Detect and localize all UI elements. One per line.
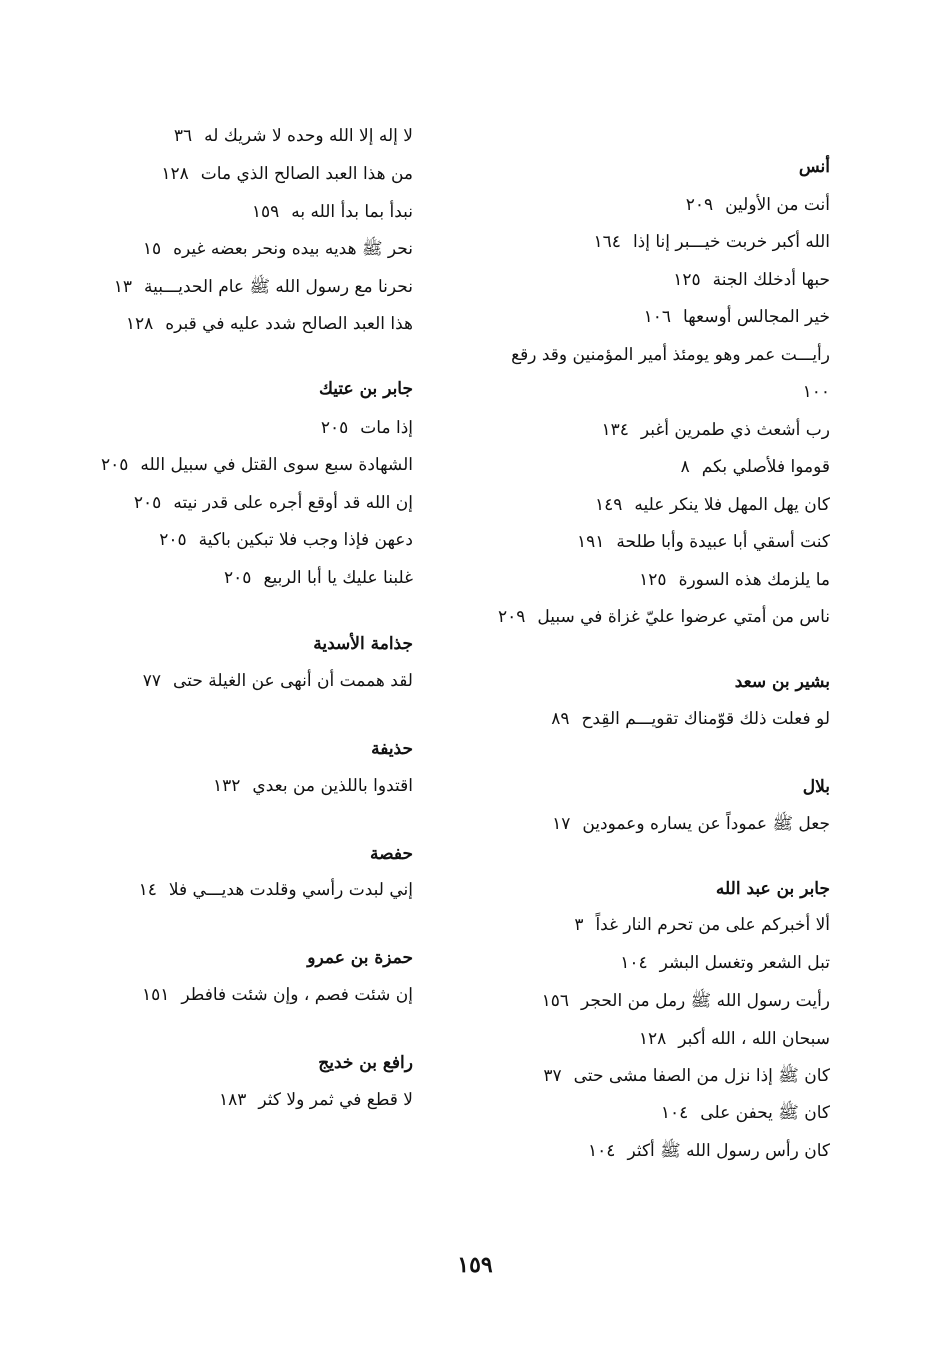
narrator-heading: جابر بن عتيك [318, 379, 413, 399]
hadith-text: إني لبدت رأسي وقلدت هديـــي فلا [168, 880, 413, 900]
hadith-text: إذا مات [360, 418, 413, 438]
narrator-heading: أنس [798, 157, 830, 177]
page-reference: ٨ [680, 457, 690, 477]
page-reference: ٣٧ [543, 1066, 562, 1086]
hadith-text: ألا أخبركم على من تحرم النار غداً [595, 915, 830, 935]
hadith-text: رأيـــت عمر وهو يومئذ أمير المؤمنين وقد رقع [511, 345, 830, 365]
page-reference: ١٢٥ [673, 270, 701, 290]
page-reference: ١٣٤ [601, 420, 629, 440]
hadith-text: كان رأس رسول الله ﷺ أكثر [627, 1141, 830, 1161]
hadith-entry [498, 605, 830, 629]
hadith-entry [577, 530, 830, 554]
hadith-text: إن شئت فصم ، وإن شئت فافطر [181, 985, 413, 1005]
hadith-entry [681, 455, 830, 479]
hadith-text: إن الله قد أوقع أجره على قدر نيته [173, 493, 413, 513]
page-reference: ١٥ [142, 239, 162, 259]
page-reference: ٢٠٥ [159, 530, 187, 550]
page-reference: ١٤٩ [595, 495, 623, 515]
hadith-text: دعهن فإذا وجب فلا تبكين باكية [198, 530, 413, 550]
hadith-entry [219, 1088, 413, 1112]
page-number: ١٥٩ [457, 1252, 493, 1278]
hadith-text: تبل الشعر وتغسل البشر [659, 953, 830, 973]
hadith-text: رب أشعث ذي طمرين أغبر [640, 420, 830, 440]
page-reference: ١٠٦ [643, 307, 672, 327]
hadith-text: أنت من الأولين [725, 195, 830, 215]
hadith-entry [620, 951, 830, 975]
hadith-entry [213, 774, 413, 798]
hadith-text: قوموا فلأصلي بكم [701, 457, 830, 477]
hadith-text: الشهادة سبع سوى القتل في سبيل الله [140, 455, 413, 475]
hadith-entry [142, 983, 413, 1007]
hadith-entry [224, 566, 413, 590]
hadith-entry [143, 669, 413, 693]
hadith-entry [686, 193, 830, 217]
page-reference: ١٠٤ [660, 1103, 689, 1123]
page-reference: ٧٧ [142, 671, 162, 691]
page-reference: ١٧ [552, 814, 571, 834]
hadith-entry [601, 418, 830, 442]
hadith-entry [114, 275, 413, 299]
hadith-text: ١٠٠ [802, 382, 830, 402]
hadith-text: كنت أسقي أبا عبيدة وأبا طلحة [616, 532, 830, 552]
hadith-text: لا قطع في ثمر ولا كثر [258, 1090, 413, 1110]
hadith-entry [159, 528, 413, 552]
page-reference: ٣ [574, 915, 584, 935]
hadith-entry [161, 162, 413, 186]
hadith-text: نحر ﷺ هديه بيده ونحر بعضه غيره [173, 239, 413, 259]
hadith-text: كان ﷺ إذا نزل من الصفا مشى حتى [573, 1066, 830, 1086]
page-reference: ٣٦ [173, 126, 193, 146]
page-reference: ٨٩ [551, 709, 570, 729]
hadith-entry [321, 416, 413, 440]
page-reference: ٢٠٩ [497, 607, 526, 627]
hadith-entry [543, 1064, 830, 1088]
page-reference: ١٠٤ [588, 1141, 616, 1161]
page-reference: ٢٠٥ [133, 493, 162, 513]
hadith-entry [594, 230, 830, 254]
hadith-text: ناس من أمتي عرضوا عليّ غزاة في سبيل [537, 607, 830, 627]
hadith-entry [644, 305, 830, 329]
hadith-text: نحرنا مع رسول الله ﷺ عام الحديـــبية [143, 277, 413, 297]
narrator-heading: حمزة بن عمرو [307, 948, 413, 968]
hadith-entry [252, 200, 413, 224]
hadith-entry [542, 989, 830, 1013]
narrator-heading: جذامة الأسدية [313, 634, 413, 654]
hadith-text: ما يلزمك هذه السورة [678, 570, 830, 590]
page-reference: ١٠٤ [620, 953, 648, 973]
page-reference: ١٦٤ [593, 232, 621, 252]
hadith-text: جعل ﷺ عموداً عن يساره وعمودين [582, 814, 830, 834]
page-reference: ١٣ [113, 277, 132, 297]
hadith-text: اقتدوا باللذين من بعدي [252, 776, 413, 796]
hadith-text: غلبنا عليك يا أبا الربيع [263, 568, 413, 588]
narrator-heading: بلال [802, 777, 830, 797]
page-reference: ١٥٦ [541, 991, 569, 1011]
hadith-text: هذا العبد الصالح شدد عليه في قبره [165, 314, 413, 334]
hadith-entry [126, 312, 413, 336]
page-reference: ١٩١ [576, 532, 605, 552]
hadith-entry [588, 1139, 830, 1163]
page-reference: ١٥١ [141, 985, 170, 1005]
hadith-text: لقد هممت أن أنهى عن الغيلة حتى [173, 671, 413, 691]
hadith-text: لو فعلت ذلك قوّمناك تقويـــم القِدح [581, 709, 830, 729]
hadith-entry [511, 343, 830, 367]
narrator-heading: رافع بن خديج [318, 1053, 413, 1073]
page-reference: ١٨٣ [219, 1090, 247, 1110]
page-reference: ٢٠٩ [685, 195, 714, 215]
page-reference: ١٤ [138, 880, 157, 900]
hadith-text: رأيت رسول الله ﷺ رمل من الحجر [580, 991, 830, 1011]
hadith-text: كان ﷺ يحفن على [700, 1103, 830, 1123]
page-reference: ١٢٨ [125, 314, 154, 334]
hadith-entry [574, 913, 830, 937]
page-reference: ١٢٨ [161, 164, 189, 184]
page-reference: ١٥٩ [251, 202, 280, 222]
hadith-entry [552, 812, 830, 836]
page-reference: ٢٠٥ [320, 418, 349, 438]
hadith-entry [673, 268, 830, 292]
hadith-text: سبحان الله ، الله أكبر [678, 1029, 830, 1049]
narrator-heading: حفصة [370, 844, 413, 864]
narrator-heading: بشير بن سعد [734, 672, 830, 692]
hadith-text: خير المجالس أوسعها [683, 307, 830, 327]
hadith-entry [639, 568, 830, 592]
hadith-entry [143, 237, 413, 261]
hadith-entry [139, 878, 413, 902]
hadith-entry [101, 453, 413, 477]
hadith-text: حبها أدخلك الجنة [712, 270, 830, 290]
page-reference: ١٣٢ [213, 776, 241, 796]
page-reference: ١٢٥ [639, 570, 667, 590]
hadith-text: لا إله إلا الله وحده لا شريك له [204, 126, 413, 146]
hadith-text: من هذا العبد الصالح الذي مات [200, 164, 413, 184]
hadith-entry [639, 1027, 830, 1051]
hadith-text: نبدأ بما بدأ الله به [291, 202, 413, 222]
page-reference: ١٢٨ [638, 1029, 667, 1049]
narrator-heading: جابر بن عبد الله [715, 879, 830, 899]
hadith-entry [134, 491, 413, 515]
hadith-entry [595, 493, 830, 517]
hadith-text: كان يهل المهل فلا ينكر عليه [634, 495, 830, 515]
hadith-text: الله أكبر خربت خيـــبر إنا إذا [632, 232, 830, 252]
narrator-heading: حذيفة [371, 739, 413, 759]
hadith-entry [661, 1101, 830, 1125]
page-reference: ٢٠٥ [101, 455, 129, 475]
hadith-entry [174, 124, 413, 148]
hadith-entry [551, 707, 830, 731]
page-reference: ٢٠٥ [224, 568, 252, 588]
hadith-entry [803, 380, 830, 404]
